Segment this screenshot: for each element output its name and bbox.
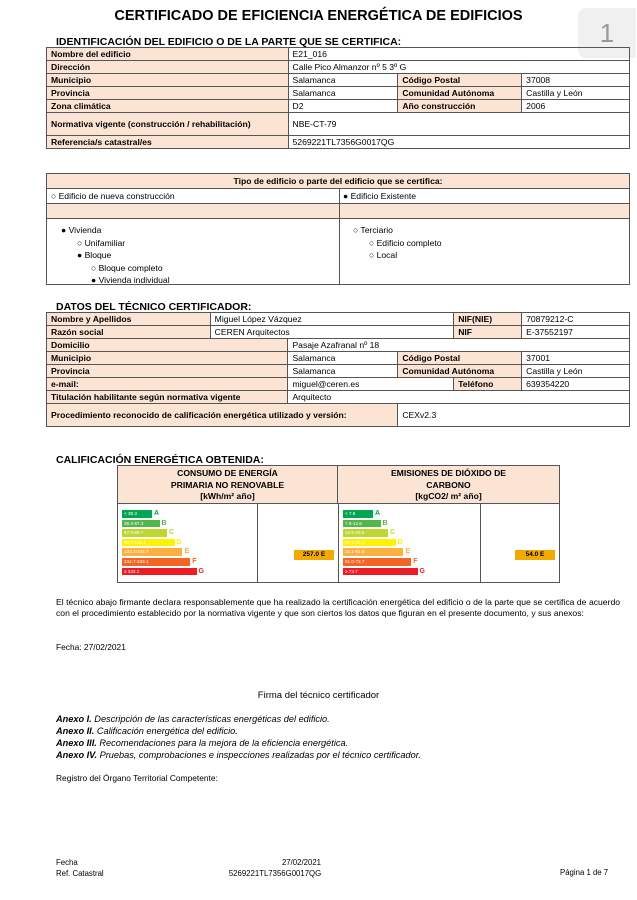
value-email: miguel@ceren.es [288,378,454,391]
label-direccion: Dirección [47,61,289,74]
radio-edificio-completo[interactable]: ○ Edificio completo [369,237,442,248]
label-nombre-edificio: Nombre del edificio [47,48,289,61]
footer-values [205,857,345,879]
consumo-unit: [kWh/m² año] [200,491,255,501]
label-nombre-apellidos: Nombre y Apellidos [47,313,211,326]
emisiones-bar-e: 30.1-61.0 E [345,548,410,556]
page-number-badge: 1 [578,8,636,58]
tipo-edificio-box [46,173,630,285]
radio-edificio-existente[interactable]: ● Edificio Existente [343,191,417,201]
value-direccion: Calle Pico Almanzor nº 5 3º G [288,61,629,74]
consumo-rating-indicator: 257.0 E [294,550,334,560]
registro-label: Registro del Órgano Territorial Competente: [56,773,218,783]
label-email: e-mail: [47,378,288,391]
emisiones-scale [343,510,473,580]
radio-bloque[interactable]: ● Bloque [77,250,112,260]
value-comunidad: Castilla y León [522,87,630,100]
radio-terciario[interactable]: ○ Terciario [353,225,393,235]
consumo-bar-f: 234.7-333.1 F [124,558,197,565]
footer-fecha: 27/02/2021 [281,858,321,867]
label-codigo-postal: Código Postal [398,74,522,87]
value-municipio: Salamanca [288,74,398,87]
emisiones-unit: [kgCO2/ m² año] [415,491,482,501]
label-provincia-tecnico: Provincia [47,365,288,378]
label-zona-climatica: Zona climática [47,100,289,113]
label-nif-nie: NIF(NIE) [454,313,522,326]
value-nif: E-37552197 [522,326,630,339]
value-zona-climatica: D2 [288,100,398,113]
anexos-list [56,713,421,761]
footer-fecha-label: Fecha [56,858,78,867]
value-nombre-edificio: E21_016 [288,48,629,61]
label-domicilio: Domicilio [47,339,288,352]
consumo-bar-b: 38.3-67.3 B [124,519,167,527]
label-comunidad-tecnico: Comunidad Autónoma [398,365,522,378]
value-titulacion: Arquitecto [288,391,630,404]
document-title: CERTIFICADO DE EFICIENCIA ENERGÉTICA DE EDIFICIOS [114,8,523,24]
anexo-item: Anexo III. Recomendaciones para la mejora de la eficiencia energética. [56,738,349,748]
radio-vivienda-individual[interactable]: ● Vivienda individual [91,275,170,285]
value-normativa: NBE-CT-79 [288,113,629,136]
value-referencia-catastral: 5269221TL7356G0017QG [288,136,629,149]
tipo-edificio-heading: Tipo de edificio o parte del edificio que se certifica: [47,174,629,189]
label-razon-social: Razón social [47,326,211,339]
value-provincia: Salamanca [288,87,398,100]
emisiones-bar-f: 61.0-73.7 F [345,558,418,565]
value-domicilio: Pasaje Azafranal nº 18 [288,339,630,352]
value-procedimiento: CEXv2.3 [398,404,630,427]
label-telefono: Teléfono [454,378,522,391]
radio-nueva-construccion[interactable]: ○ Edificio de nueva construcción [51,191,175,201]
label-normativa: Normativa vigente (construcción / rehabilitación) [47,113,289,136]
value-nif-nie: 70879212-C [522,313,630,326]
emisiones-bar-c: 12.6-19.5 C [345,529,395,537]
label-municipio: Municipio [47,74,289,87]
tecnico-table [46,312,630,427]
value-anio-construccion: 2006 [522,100,630,113]
consumo-scale [122,510,252,580]
value-codigo-postal: 37008 [522,74,630,87]
consumo-title-line2: PRIMARIA NO RENOVABLE [170,479,285,490]
footer-labels [56,857,104,879]
value-provincia-tecnico: Salamanca [288,365,398,378]
label-cp-tecnico: Código Postal [398,352,522,365]
radio-unifamiliar[interactable]: ○ Unifamiliar [77,237,126,248]
footer-pagina: Página 1 de 7 [560,868,609,877]
label-anio-construccion: Año construcción [398,100,522,113]
value-comunidad-tecnico: Castilla y León [522,365,630,378]
identificacion-table [46,47,630,149]
anexo-item: Anexo II. Calificación energética del edificio. [56,726,238,736]
footer-ref: 5269221TL7356G0017QG [228,869,322,878]
radio-local[interactable]: ○ Local [369,250,398,260]
label-comunidad: Comunidad Autónoma [398,87,522,100]
label-nif: NIF [454,326,522,339]
consumo-bar-a: < 38.3 A [124,510,159,517]
emisiones-title-line2: CARBONO [426,479,471,490]
section-tecnico-heading: DATOS DEL TÉCNICO CERTIFICADOR: [56,301,252,313]
emisiones-rating-indicator: 54.0 E [515,550,555,560]
label-referencia-catastral: Referencia/s catastral/es [47,136,289,149]
label-procedimiento: Procedimiento reconocido de calificación energética utilizado y versión: [47,404,398,427]
firma-label: Firma del técnico certificador [257,690,380,701]
emisiones-bar-b: 7.8-12.6 B [345,519,388,527]
emisiones-bar-g: ≥ 73.7 G [345,567,425,575]
calificacion-box [117,465,560,583]
value-razon-social: CEREN Arquitectos [210,326,454,339]
footer-ref-label: Ref. Catastral [56,869,104,878]
consumo-title-line1: CONSUMO DE ENERGÍA [177,468,278,478]
radio-vivienda[interactable]: ● Vivienda [61,225,102,235]
emisiones-bar-a: < 7.8 A [345,510,380,517]
consumo-bar-g: ≥ 333.1 G [124,567,204,575]
anexo-item: Anexo IV. Pruebas, comprobaciones e inspecciones realizadas por el técnico certificador. [56,750,421,760]
fecha-firma: Fecha: 27/02/2021 [56,642,126,652]
value-telefono: 639354220 [522,378,630,391]
value-cp-tecnico: 37001 [522,352,630,365]
section-calificacion-heading: CALIFICACIÓN ENERGÉTICA OBTENIDA: [56,454,264,466]
emisiones-title-line1: EMISIONES DE DIÓXIDO DE [390,468,507,478]
value-nombre-apellidos: Miguel López Vázquez [210,313,454,326]
value-municipio-tecnico: Salamanca [288,352,398,365]
consumo-bar-c: 67.3-89.7 C [124,529,174,537]
consumo-bar-e: 133.1-234.7 E [124,548,189,556]
section-identificacion-heading: IDENTIFICACIÓN DEL EDIFICIO O DE LA PARTE QUE SE CERTIFICA: [56,36,402,48]
declaracion-text: El técnico abajo firmante declara responsablemente que ha realizado la certificación energética del edificio o de la parte que se certifica de acuerdo con el procedimiento establecido por la normativa vigente y que son ciertos los datos que figuran en el presente documento, y sus anexos: [56,597,620,618]
anexo-item: Anexo I. Descripción de las características energéticas del edificio. [56,714,330,724]
label-municipio-tecnico: Municipio [47,352,288,365]
label-provincia: Provincia [47,87,289,100]
radio-bloque-completo[interactable]: ○ Bloque completo [91,262,163,273]
consumo-bar-d: 89.7-133.1 D [124,538,182,546]
emisiones-bar-d: 19.5-30.1 D [345,538,403,546]
label-titulacion: Titulación habilitante según normativa vigente [47,391,288,404]
